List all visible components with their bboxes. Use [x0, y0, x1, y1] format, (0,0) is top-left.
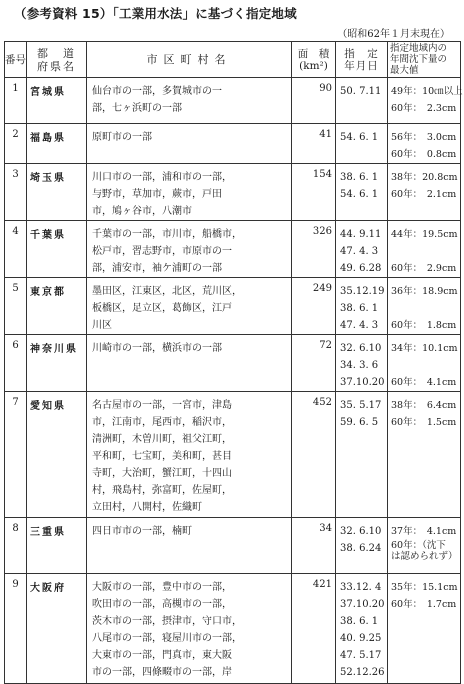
municipality-line: 吹田市の一部，高槻市の一部，: [92, 599, 232, 610]
table-row: [5, 78, 461, 124]
row-number: 7: [5, 392, 27, 518]
subsidence-value: 60年： 1.5cm: [391, 417, 457, 428]
header-prefecture-line2: 府県名: [37, 59, 76, 73]
area-size: 41: [292, 124, 336, 164]
area-size: 326: [292, 221, 336, 278]
document-title: （参考資料 15）「工業用水法」に基づく指定地域: [14, 6, 297, 21]
municipality-line: 仙台市の一部，多賀城市の一: [92, 86, 222, 97]
subsidence-value: 60年： 4.1cm: [391, 377, 457, 388]
subsidence-values: [388, 335, 461, 392]
subsidence-value: 38年：20.8cm: [391, 172, 458, 183]
header-date-line2: 年月日: [344, 59, 379, 72]
municipality-line: 平和町，七宝町，美和町，甚目: [92, 451, 232, 462]
table-header-row: [5, 42, 461, 78]
header-designation-date: [336, 42, 388, 78]
subsidence-value: 38年： 6.4cm: [391, 400, 457, 411]
municipality-line: 四日市市の一部，楠町: [92, 526, 192, 537]
municipality-list: [87, 392, 292, 518]
subsidence-value: 60年： 2.9cm: [391, 263, 457, 274]
municipality-line: 清洲町，木曽川町，祖父江町，: [92, 434, 232, 445]
municipality-line: 名古屋市の一部，一宮市，津島: [92, 400, 232, 411]
row-number: 5: [5, 278, 27, 335]
subsidence-value: 60年： 2.3cm: [391, 103, 457, 114]
subsidence-value: 49年：10㎝以上: [391, 86, 463, 97]
table-row: [5, 392, 461, 518]
subsidence-note: は認められず）: [391, 551, 458, 562]
as-of-date: （昭和62年１月末現在）: [337, 29, 450, 40]
municipality-line: 寺町，大治町，蟹江町，十四山: [92, 468, 232, 479]
designation-date: 32. 6.10: [340, 526, 382, 537]
designation-date: 47. 4. 3: [340, 320, 379, 331]
municipality-line: 茨木市の一部，摂津市，守口市，: [92, 616, 242, 627]
header-prefecture: [27, 42, 87, 78]
municipality-list: [87, 221, 292, 278]
subsidence-note: 60年：（沈下: [391, 540, 446, 551]
prefecture-name: 福島県: [27, 124, 87, 164]
table-row: [5, 574, 461, 684]
area-size: 249: [292, 278, 336, 335]
municipality-line: 千葉市の一部，市川市，船橋市，: [92, 229, 242, 240]
table-body: [5, 78, 461, 684]
subsidence-value: [391, 357, 458, 374]
header-area-size: [292, 42, 336, 78]
municipality-line: 与野市，草加市，蕨市，戸田: [92, 189, 222, 200]
area-size: 421: [292, 574, 336, 684]
designation-dates: [336, 78, 388, 124]
prefecture-name: 大阪府: [27, 574, 87, 684]
municipality-list: [87, 164, 292, 221]
row-number: 2: [5, 124, 27, 164]
designation-dates: [336, 221, 388, 278]
prefecture-name: 東京都: [27, 278, 87, 335]
row-number: 8: [5, 518, 27, 574]
designated-areas-table: [4, 41, 461, 684]
table-row: [5, 335, 461, 392]
prefecture-name: 宮城県: [27, 78, 87, 124]
prefecture-name: 千葉県: [27, 221, 87, 278]
prefecture-name: 愛知県: [27, 392, 87, 518]
prefecture-name: 埼玉県: [27, 164, 87, 221]
subsidence-value: 36年：18.9cm: [391, 286, 458, 297]
designation-date: 59. 6. 5: [340, 417, 379, 428]
municipality-list: [87, 78, 292, 124]
municipality-line: 部，七ヶ浜町の一部: [92, 103, 182, 114]
municipality-line: 村，飛島村，弥富町，佐屋町，: [92, 485, 232, 496]
municipality-list: [87, 335, 292, 392]
subsidence-values: [388, 392, 461, 518]
subsidence-value: 44年：19.5cm: [391, 229, 458, 240]
area-size: 154: [292, 164, 336, 221]
header-area-size-line1: 面 積: [297, 47, 330, 60]
designation-date: 47. 4. 3: [340, 246, 379, 257]
header-prefecture-line1: 都 道: [37, 46, 76, 60]
row-number: 3: [5, 164, 27, 221]
designation-date: 50. 7.11: [340, 86, 382, 97]
table-row: [5, 221, 461, 278]
designation-date: 52.12.26: [340, 667, 385, 678]
designation-date: 44. 9.11: [340, 229, 382, 240]
subsidence-value: 34年：10.1cm: [391, 343, 458, 354]
municipality-line: 立田村，八開村，佐織町: [92, 502, 202, 513]
municipality-line: 市，江南市，尾西市，稲沢市，: [92, 417, 232, 428]
municipality-line: 川崎市の一部，横浜市の一部: [92, 343, 222, 354]
designation-date: 38. 6. 1: [340, 303, 379, 314]
area-size: 452: [292, 392, 336, 518]
header-subsidence-line1: 指定地域内の: [390, 43, 448, 54]
subsidence-values: [388, 278, 461, 335]
subsidence-value: [391, 243, 458, 260]
municipality-list: [87, 124, 292, 164]
designation-dates: [336, 518, 388, 574]
municipality-line: 大東市の一部，門真市，東大阪: [92, 650, 232, 661]
subsidence-values: [388, 518, 461, 574]
area-size: 34: [292, 518, 336, 574]
table-row: [5, 164, 461, 221]
subsidence-value: [391, 300, 458, 317]
designation-date: 49. 6.28: [340, 263, 382, 274]
designation-dates: [336, 278, 388, 335]
designation-dates: [336, 164, 388, 221]
designation-dates: [336, 574, 388, 684]
header-area-size-line2: (km²): [299, 59, 328, 72]
designation-date: 40. 9.25: [340, 633, 382, 644]
header-subsidence-line3: 最大値: [390, 65, 419, 76]
municipality-line: 部，浦安市，袖ケ浦町の一部: [92, 263, 222, 274]
designation-date: 32. 6.10: [340, 343, 382, 354]
designation-date: 38. 6. 1: [340, 172, 379, 183]
designation-date: 54. 6. 1: [340, 132, 379, 143]
table-row: [5, 278, 461, 335]
designation-dates: [336, 392, 388, 518]
designation-dates: [336, 335, 388, 392]
designation-date: 37.10.20: [340, 377, 385, 388]
subsidence-values: [388, 124, 461, 164]
subsidence-value: 60年： 2.1cm: [391, 189, 457, 200]
table-row: [5, 124, 461, 164]
prefecture-name: 三重県: [27, 518, 87, 574]
designation-date: 34. 3. 6: [340, 360, 379, 371]
header-date-line1: 指 定: [344, 47, 379, 60]
header-number: 番号: [5, 42, 27, 78]
municipality-line: 墨田区，江東区，北区，荒川区，: [92, 286, 242, 297]
subsidence-value: 60年： 1.7cm: [391, 599, 457, 610]
area-size: 90: [292, 78, 336, 124]
designation-date: 38. 6. 1: [340, 616, 379, 627]
subsidence-value: 60年： 1.8cm: [391, 320, 457, 331]
municipality-list: [87, 518, 292, 574]
designation-date: 33.12. 4: [340, 582, 382, 593]
subsidence-value: 56年： 3.0cm: [391, 132, 457, 143]
municipality-list: [87, 574, 292, 684]
municipality-line: 松戸市，習志野市，市原市の一: [92, 246, 232, 257]
designation-date: 35. 5.17: [340, 400, 382, 411]
municipality-line: 板橋区，足立区，葛飾区，江戸: [92, 303, 232, 314]
row-number: 9: [5, 574, 27, 684]
row-number: 6: [5, 335, 27, 392]
header-subsidence-line2: 年間沈下量の: [390, 54, 448, 65]
designation-date: 35.12.19: [340, 286, 385, 297]
area-size: 72: [292, 335, 336, 392]
municipality-line: 八尾市の一部，寝屋川市の一部，: [92, 633, 242, 644]
header-municipalities: 市区町村名: [87, 42, 292, 78]
municipality-line: 大阪市の一部，豊中市の一部，: [92, 582, 232, 593]
row-number: 4: [5, 221, 27, 278]
municipality-line: 原町市の一部: [92, 132, 152, 143]
subsidence-value: 60年： 0.8cm: [391, 149, 457, 160]
designation-date: 47. 5.17: [340, 650, 382, 661]
designation-date: 37.10.20: [340, 599, 385, 610]
subsidence-values: [388, 78, 461, 124]
municipality-line: 市，鳩ヶ谷市，八潮市: [92, 206, 192, 217]
designation-date: 38. 6.24: [340, 543, 382, 554]
subsidence-value: 37年： 4.1cm: [391, 526, 457, 537]
prefecture-name: 神奈川県: [27, 335, 87, 392]
designation-date: 54. 6. 1: [340, 189, 379, 200]
designation-dates: [336, 124, 388, 164]
table-row: [5, 518, 461, 574]
municipality-line: 市の一部，四條畷市の一部，岸: [92, 667, 232, 678]
subsidence-value: 35年：15.1cm: [391, 582, 458, 593]
subsidence-values: [388, 221, 461, 278]
municipality-line: 川口市の一部，浦和市の一部，: [92, 172, 232, 183]
subsidence-values: [388, 164, 461, 221]
municipality-list: [87, 278, 292, 335]
header-max-subsidence: [388, 42, 461, 78]
subsidence-values: [388, 574, 461, 684]
row-number: 1: [5, 78, 27, 124]
municipality-line: 川区: [92, 320, 112, 331]
